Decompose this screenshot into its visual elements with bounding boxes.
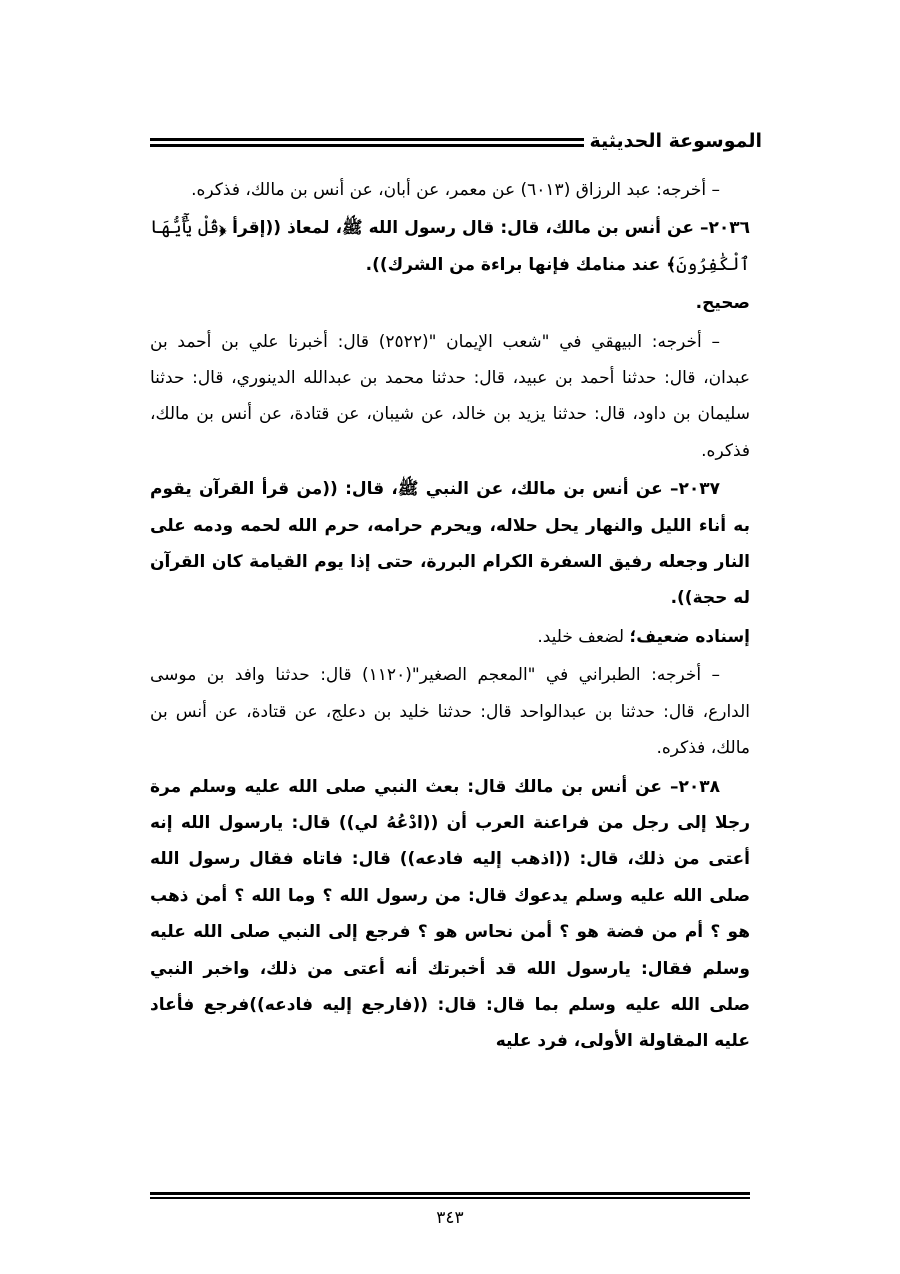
takhrij-paragraph: – أخرجه: الطبراني في "المعجم الصغير"(١١٢٠) قال: حدثنا وافد بن موسى الدارع، قال: حدثنا بن عبدالواحد قال: حدثنا خليد بن دعلج، عن قتادة، عن أنس بن مالك، فذكره.	[150, 665, 750, 759]
grading-label: إسناده ضعيف؛	[629, 626, 750, 647]
hadith-2037: ٢٠٣٧– عن أنس بن مالك، عن النبي ﷺ، قال: ((من قرأ القرآن يقوم به أناء الليل والنهار يحل حلاله، ويحرم حرامه، حرم الله لحمه ودمه على النار وجعله رفيق السفرة الكرام البررة، حتى إذا يوم القيامة كان القرآن له حجة)).	[150, 479, 750, 609]
takhrij-paragraph: – أخرجه: البيهقي في "شعب الإيمان "(٢٥٢٢) قال: أخبرنا علي بن أحمد بن عبدان، قال: حدثنا أحمد بن عبيد، قال: حدثنا محمد بن عبدالله الدينوري، قال: حدثنا سليمان بن داود، قال: حدثنا يزيد بن خالد، عن شيبان، عن قتادة، عن أنس بن مالك، فذكره.	[150, 331, 750, 461]
running-header	[150, 128, 762, 154]
grading	[150, 619, 750, 655]
quran-verse: قُلْ يَٰٓأَيُّهَا ٱلْكَٰفِرُونَ	[150, 217, 750, 275]
takhrij-paragraph: – أخرجه: عبد الرزاق (٦٠١٣) عن معمر، عن أبان، عن أنس بن مالك، فذكره.	[191, 180, 720, 200]
grading: صحيح.	[695, 293, 750, 314]
footer-rule	[150, 1197, 750, 1199]
header-rule	[150, 144, 584, 147]
hadith-2036	[150, 210, 750, 283]
page-body	[150, 172, 750, 1062]
hadith-text: ٢٠٣٦– عن أنس بن مالك، قال: قال رسول الله ﷺ، لمعاذ ((إقرأ ﴿	[219, 218, 750, 239]
header-title: الموسوعة الحديثية	[584, 128, 763, 154]
grading-reason: لضعف خليد.	[537, 626, 630, 647]
footer-rule	[150, 1192, 750, 1195]
page-number: ٣٤٣	[436, 1208, 464, 1228]
hadith-text-end: ﴾ عند منامك فإنها براءة من الشرك)).	[365, 254, 677, 275]
header-rule	[150, 138, 584, 141]
hadith-2038: ٢٠٣٨– عن أنس بن مالك قال: بعث النبي صلى الله عليه وسلم مرة رجلا إلى رجل من فراعنة العرب أن ((ادْعُهُ لي)) قال: يارسول الله إنه أعتى من ذلك، قال: ((اذهب إليه فادعه)) قال: فاتاه فقال رسول الله صلى الله عليه وسلم يدعوك قال: من رسول الله ؟ وما الله ؟ أمن ذهب هو ؟ أم من فضة هو ؟ أمن نحاس هو ؟ فرجع إلى النبي صلى الله عليه وسلم فقال: يارسول الله قد أخبرتك أنه أعتى من ذلك، واخبر النبي صلى الله عليه وسلم بما قال: قال: ((فارجع إليه فادعه))فرجع فأعاد عليه المقاولة الأولى، فرد عليه	[150, 776, 750, 1052]
